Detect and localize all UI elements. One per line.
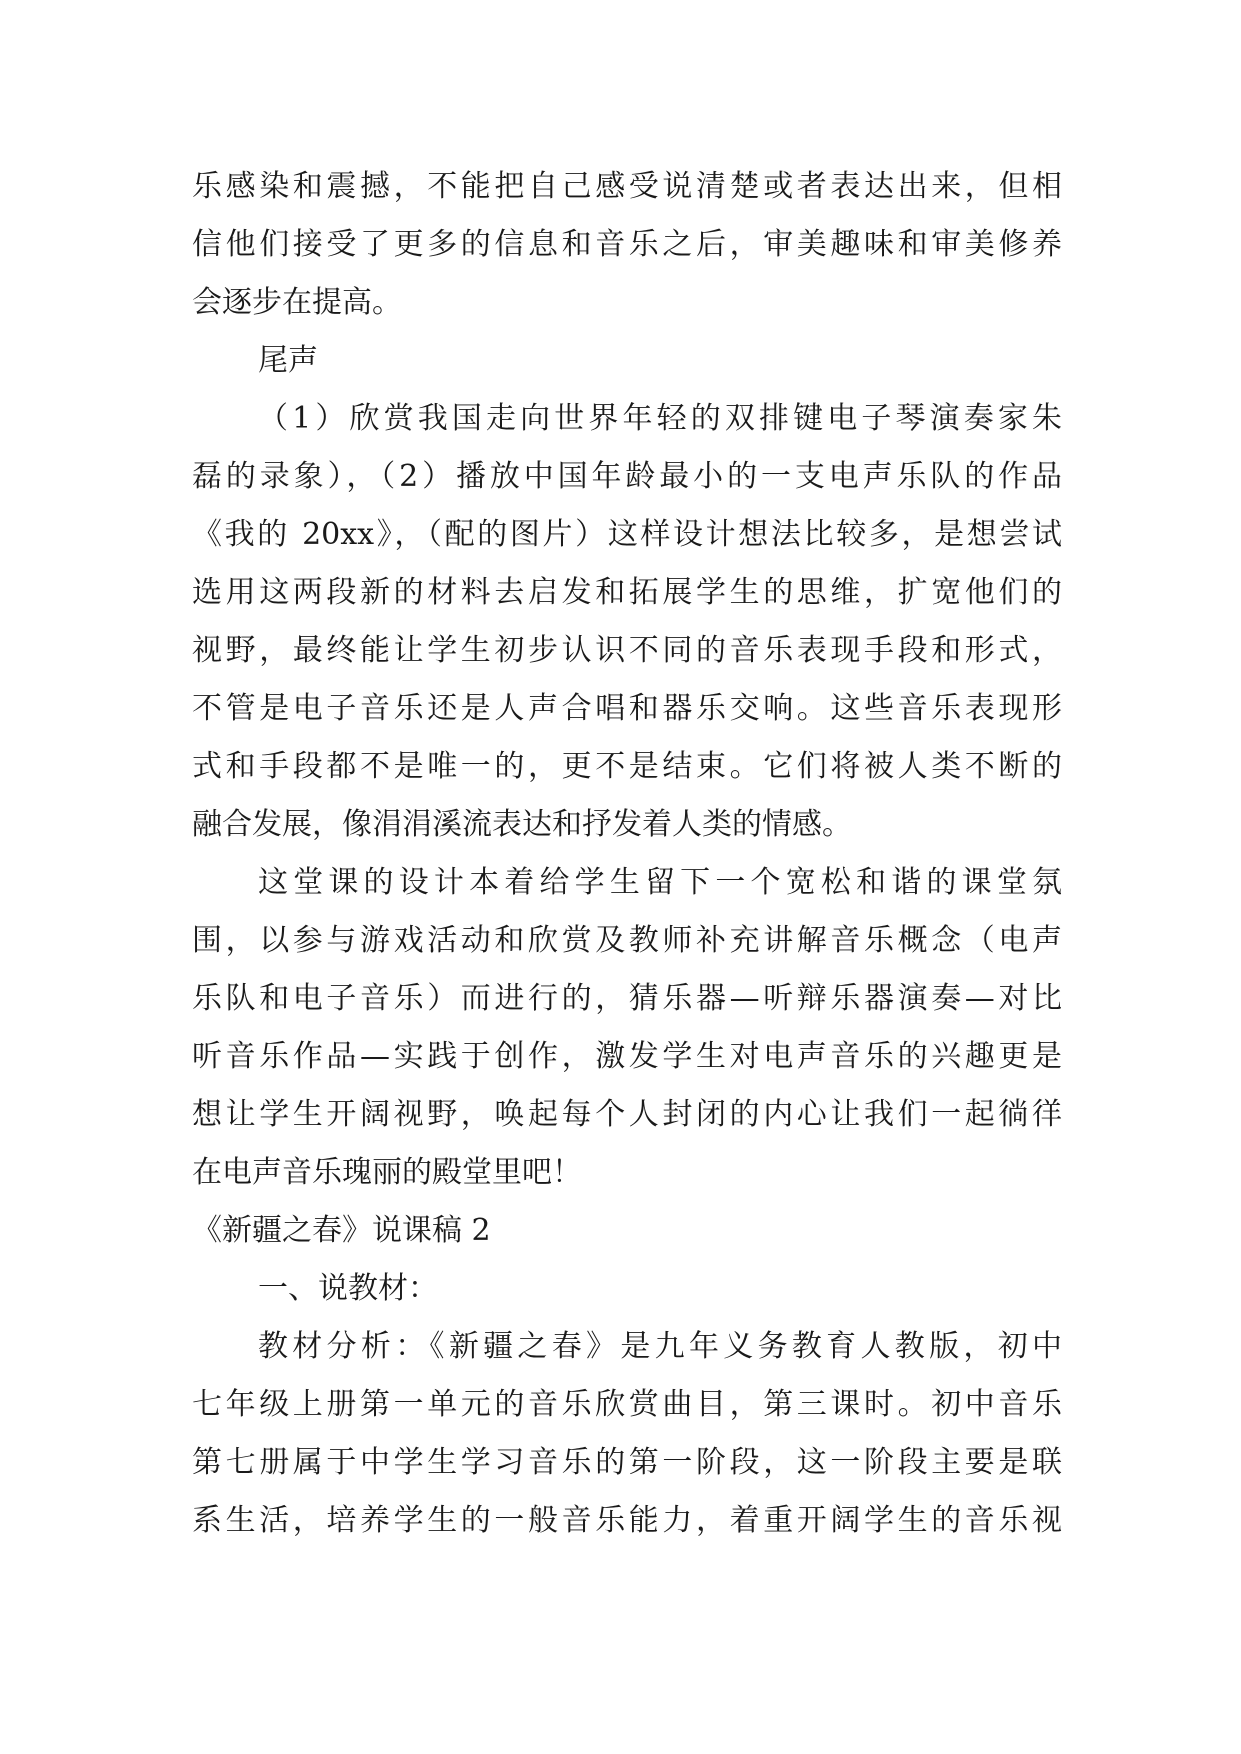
text-line: （1）欣赏我国走向世界年轻的双排键电子琴演奏家朱 (258, 401, 1062, 436)
text-line: 想让学生开阔视野，唤起每个人封闭的内心让我们一起徜徉 (192, 1097, 1062, 1132)
text-line: 这堂课的设计本着给学生留下一个宽松和谐的课堂氛 (258, 865, 1062, 900)
section-heading: 一、说教材： (258, 1271, 438, 1306)
paragraph-4 (192, 1318, 1062, 1550)
text-line: 第七册属于中学生学习音乐的第一阶段，这一阶段主要是联 (192, 1445, 1062, 1480)
text-line: 不管是电子音乐还是人声合唱和器乐交响。这些音乐表现形 (192, 691, 1062, 726)
text-line: 会逐步在提高。 (192, 285, 402, 320)
text-line: 七年级上册第一单元的音乐欣赏曲目，第三课时。初中音乐 (192, 1387, 1062, 1422)
text-line: 教材分析：《新疆之春》是九年义务教育人教版，初中 (258, 1329, 1062, 1364)
text-line: 围，以参与游戏活动和欣赏及教师补充讲解音乐概念（电声 (192, 923, 1062, 958)
document-title: 《新疆之春》说课稿 2 (192, 1213, 491, 1248)
paragraph-3 (192, 854, 1062, 1202)
text-line: 磊的录象），（2）播放中国年龄最小的一支电声乐队的作品 (192, 459, 1062, 494)
text-line: 信他们接受了更多的信息和音乐之后，审美趣味和审美修养 (192, 227, 1062, 262)
text-line: 听音乐作品—实践于创作，激发学生对电声音乐的兴趣更是 (192, 1039, 1062, 1074)
text-line: 视野，最终能让学生初步认识不同的音乐表现手段和形式， (192, 633, 1062, 668)
text-line: 融合发展，像涓涓溪流表达和抒发着人类的情感。 (192, 807, 852, 842)
text-line: 《我的 20xx》，（配的图片）这样设计想法比较多，是想尝试 (192, 517, 1062, 552)
coda-heading: 尾声 (258, 343, 318, 378)
text-line: 乐感染和震撼，不能把自己感受说清楚或者表达出来，但相 (192, 169, 1062, 204)
text-line: 系生活，培养学生的一般音乐能力，着重开阔学生的音乐视 (192, 1503, 1062, 1538)
document-page (192, 158, 1062, 1550)
paragraph-1 (192, 158, 1062, 332)
text-line: 乐队和电子音乐）而进行的，猜乐器—听辩乐器演奏—对比 (192, 981, 1062, 1016)
text-line: 在电声音乐瑰丽的殿堂里吧！ (192, 1155, 582, 1190)
text-line: 选用这两段新的材料去启发和拓展学生的思维，扩宽他们的 (192, 575, 1062, 610)
text-line: 式和手段都不是唯一的，更不是结束。它们将被人类不断的 (192, 749, 1062, 784)
paragraph-2 (192, 390, 1062, 854)
